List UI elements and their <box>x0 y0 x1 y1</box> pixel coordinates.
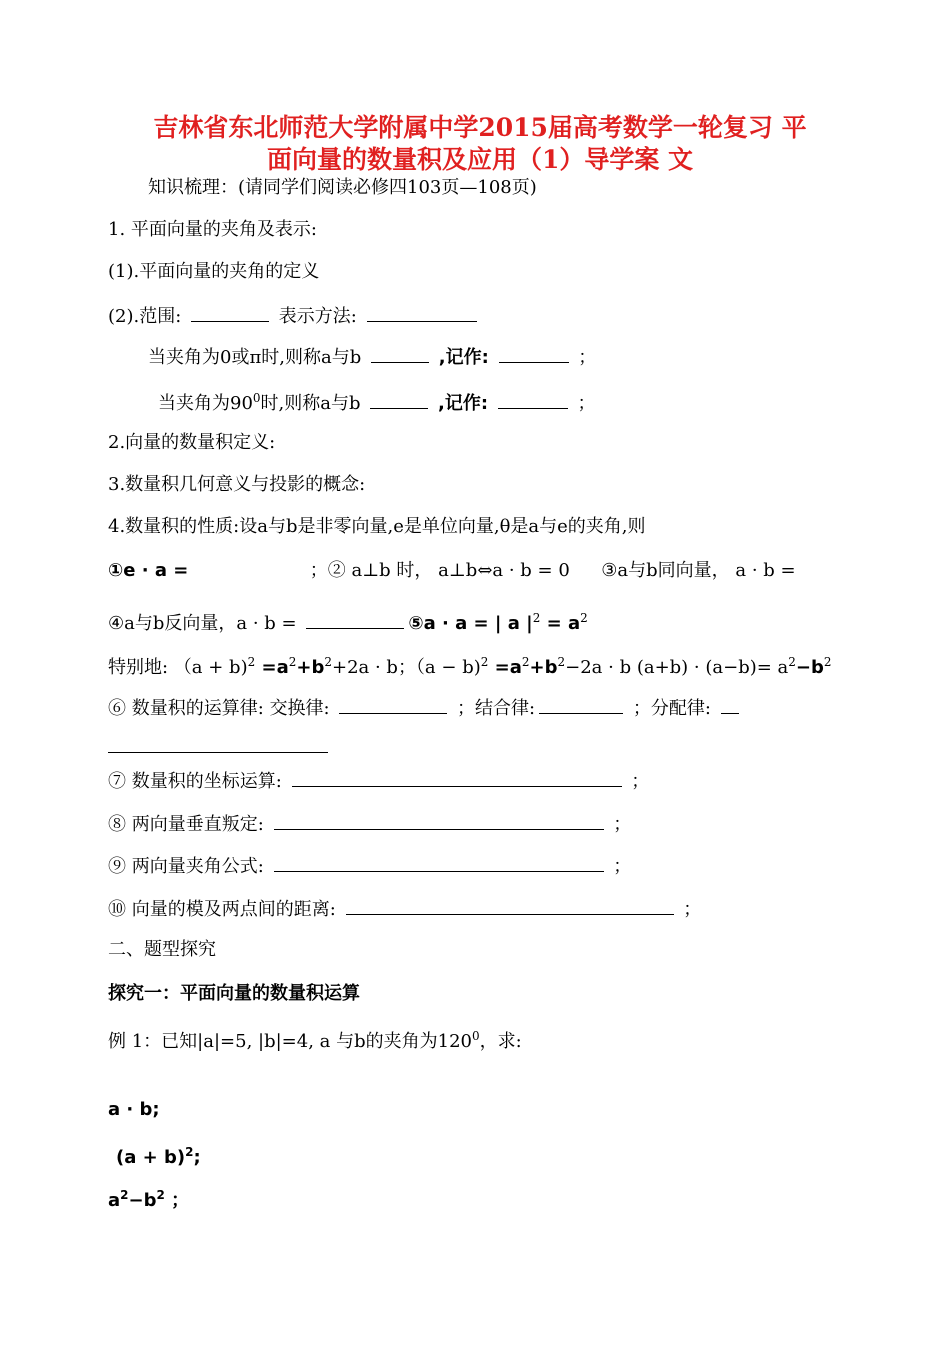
angle-90-end: ； <box>577 393 596 414</box>
property-7-label: ⑦ 数量积的坐标运算: <box>108 771 282 792</box>
property-5-rhs: = a <box>540 613 581 634</box>
example-1-sup: 0 <box>471 1029 480 1043</box>
property-8-label: ⑧ 两向量垂直叛定: <box>108 814 264 835</box>
distributive-label: ；分配律: <box>632 698 711 719</box>
property-line-2 <box>108 606 588 636</box>
angle-90-sup: 0 <box>252 391 261 405</box>
property-9-line <box>108 853 631 879</box>
angle-90-blank-2[interactable] <box>498 390 568 409</box>
notation-blank[interactable] <box>367 303 477 322</box>
property-4: ④a与b反向量，a · b = <box>108 613 297 634</box>
property-9-label: ⑨ 两向量夹角公式: <box>108 856 264 877</box>
special-text-b: =a <box>255 657 289 678</box>
special-text-f: +b <box>529 657 558 678</box>
range-blank[interactable] <box>191 303 269 322</box>
property-6-line <box>108 695 743 721</box>
property-8-line <box>108 811 631 837</box>
title-line-2: 面向量的数量积及应用（1）导学案 文 <box>266 145 694 174</box>
section-two-heading: 二、题型探究 <box>108 939 216 960</box>
question-2-sup: 2 <box>185 1145 194 1159</box>
intro-text: 知识梳理：(请同学们阅读必修四103页—108页) <box>148 177 537 198</box>
question-3-end: ； <box>164 1190 190 1211</box>
question-3 <box>108 1183 189 1213</box>
property-4-blank[interactable] <box>306 610 404 629</box>
angle-zero-blank-2[interactable] <box>499 344 569 363</box>
special-text-e: =a <box>488 657 522 678</box>
special-text-g: −2a · b (a+b) · (a−b)= a <box>565 657 789 678</box>
property-7-line <box>108 768 649 794</box>
sup-b: 2 <box>288 655 297 669</box>
property-5-sup-2: 2 <box>580 611 588 625</box>
section-3: 3.数量积几何意义与投影的概念: <box>108 474 366 495</box>
property-8-blank[interactable] <box>274 811 604 830</box>
special-text-c: +b <box>296 657 325 678</box>
question-3-sup-1: 2 <box>120 1188 129 1202</box>
angle-90-text-b: 时,则称a与b <box>260 393 361 414</box>
sup-e: 2 <box>521 655 530 669</box>
property-5: ⑤a · a = | a | <box>408 613 533 634</box>
angle-zero-end: ； <box>578 347 597 368</box>
title-line-1: 吉林省东北师范大学附属中学2015届高考数学一轮复习 平 <box>153 113 807 142</box>
section-2: 2.向量的数量积定义: <box>108 432 276 453</box>
special-text-h: −b <box>795 657 824 678</box>
question-2 <box>116 1140 201 1170</box>
sup-c: 2 <box>324 655 332 669</box>
angle-zero-notation: ,记作: <box>438 347 489 368</box>
sup-a: 2 <box>247 655 256 669</box>
property-8-end: ； <box>613 814 632 835</box>
angle-90-notation: ,记作: <box>438 393 489 414</box>
associative-label: ；结合律: <box>457 698 536 719</box>
example-1-end: ，求: <box>479 1031 522 1052</box>
commutative-blank[interactable] <box>339 695 447 714</box>
section-1-2 <box>108 303 481 329</box>
section-1: 1. 平面向量的夹角及表示: <box>108 219 317 240</box>
explore-1-heading: 探究一：平面向量的数量积运算 <box>108 983 360 1004</box>
angle-90-blank-1[interactable] <box>370 390 428 409</box>
sup-d: 2 <box>480 655 489 669</box>
property-7-blank[interactable] <box>292 768 622 787</box>
angle-90-line <box>158 386 596 416</box>
property-1: ①e · a = <box>108 560 189 581</box>
angle-zero-blank-1[interactable] <box>371 344 429 363</box>
property-10-line <box>108 896 701 922</box>
question-1: a · b; <box>108 1099 160 1120</box>
section-4: 4.数量积的性质:设a与b是非零向量,e是单位向量,θ是a与e的夹角,则 <box>108 516 646 537</box>
property-10-label: ⑩ 向量的模及两点间的距离: <box>108 899 336 920</box>
example-1-text: 例 1：已知|a|=5, |b|=4, a 与b的夹角为120 <box>108 1031 472 1052</box>
example-1 <box>108 1024 522 1054</box>
question-2-text: (a + b) <box>116 1147 186 1168</box>
property-6-label: ⑥ 数量积的运算律: 交换律: <box>108 698 330 719</box>
special-text-a: 特别地: （a + b) <box>108 657 248 678</box>
associative-blank[interactable] <box>539 695 623 714</box>
distributive-blank[interactable] <box>721 695 739 714</box>
property-3: ③a与b同向量， a · b = <box>601 560 796 581</box>
property-5-sup-1: 2 <box>532 611 541 625</box>
angle-90-text: 当夹角为90 <box>158 393 253 414</box>
property-line-1 <box>108 559 796 583</box>
special-text-d: +2a · b；（a − b) <box>331 657 481 678</box>
sup-g: 2 <box>788 655 796 669</box>
property-9-blank[interactable] <box>274 853 604 872</box>
special-line <box>108 650 832 680</box>
distributive-blank-continued[interactable] <box>108 752 328 753</box>
angle-zero-text: 当夹角为0或π时,则称a与b <box>148 347 362 368</box>
notation-label: 表示方法: <box>278 306 357 327</box>
property-7-end: ； <box>631 771 650 792</box>
question-3-sup-2: 2 <box>156 1188 165 1202</box>
property-10-blank[interactable] <box>346 896 674 915</box>
property-10-end: ； <box>683 899 702 920</box>
sup-h: 2 <box>823 655 832 669</box>
question-2-end: ; <box>193 1147 201 1168</box>
question-3-b: −b <box>128 1190 157 1211</box>
range-label: (2).范围: <box>108 306 182 327</box>
question-3-a: a <box>108 1190 121 1211</box>
section-1-1: (1).平面向量的夹角的定义 <box>108 261 320 282</box>
property-2: ；② a⊥b 时， a⊥b⇔a · b = 0 <box>309 560 570 581</box>
angle-zero-line <box>148 344 596 370</box>
property-9-end: ； <box>613 856 632 877</box>
sup-f: 2 <box>557 655 566 669</box>
